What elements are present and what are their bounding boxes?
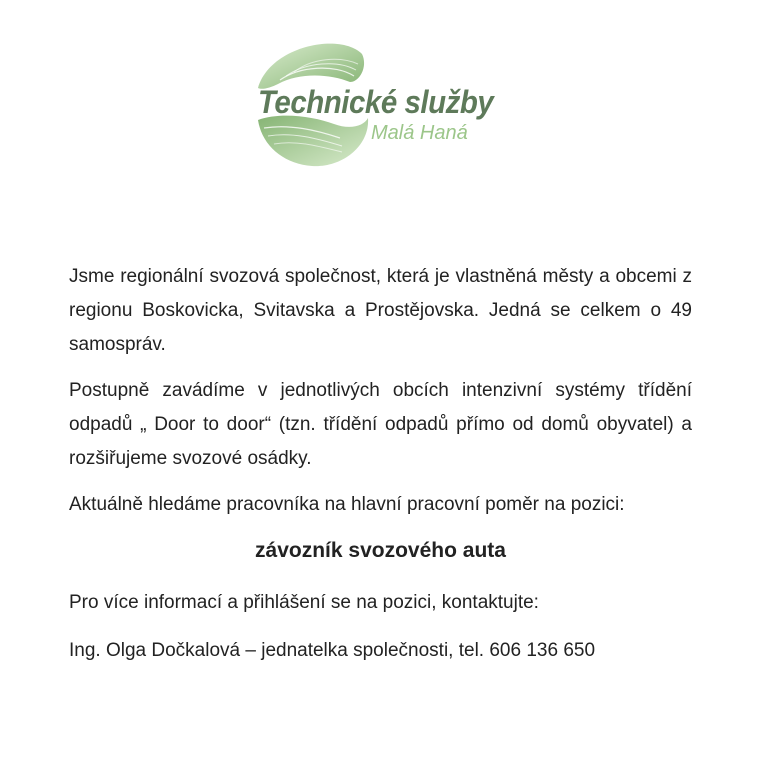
job-posting-body <box>69 260 692 682</box>
logo-title: Technické služby <box>258 84 494 120</box>
position-title: závozník svozového auta <box>255 539 506 562</box>
sorting-paragraph: Postupně zavádíme v jednotlivých obcích intenzivní systémy třídění odpadů „ Door to door“ (tzn. třídění odpadů přímo od domů obyvatel) a rozšiřujeme svozové osádky. <box>69 380 692 469</box>
contact-person: Ing. Olga Dočkalová – jednatelka společnosti, tel. 606 136 650 <box>69 640 596 661</box>
company-logo <box>250 36 510 170</box>
intro-paragraph: Jsme regionální svozová společnost, která je vlastněná městy a obcemi z regionu Boskovicka, Svitavska a Prostějovska. Jedná se celkem o 49 samospráv. <box>69 266 692 355</box>
contact-prompt: Pro více informací a přihlášení se na pozici, kontaktujte: <box>69 592 539 613</box>
logo-subtitle: Malá Haná <box>371 122 468 144</box>
hiring-paragraph: Aktuálně hledáme pracovníka na hlavní pracovní poměr na pozici: <box>69 494 625 515</box>
